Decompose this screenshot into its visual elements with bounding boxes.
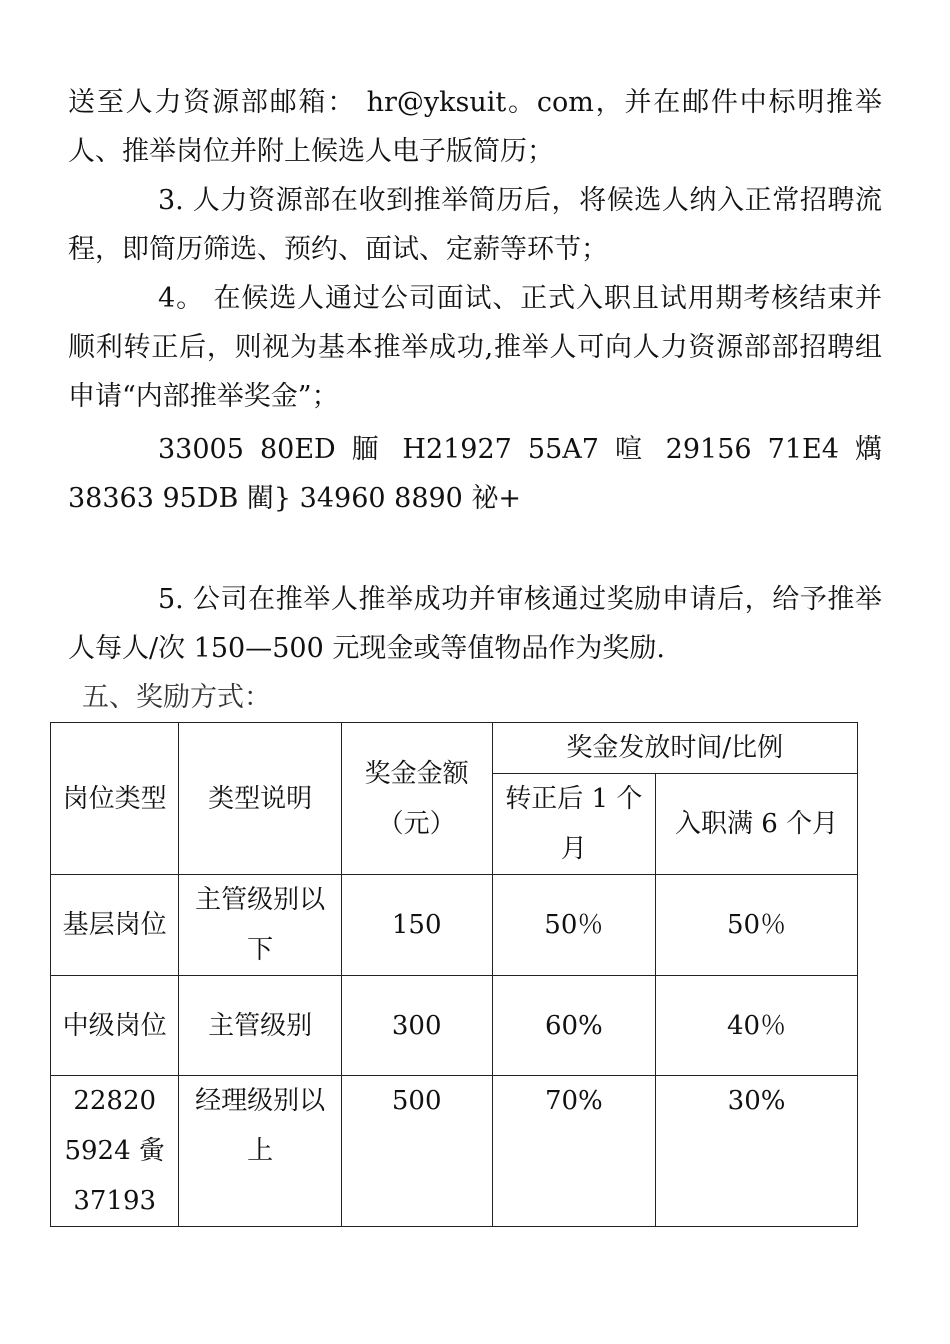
- cell-second-payout: 30%: [656, 1076, 858, 1227]
- cell-description: 经理级别以上: [179, 1076, 341, 1227]
- paragraph-garbled-code: 33005 80ED 腼 H21927 55A7 喧 29156 71E4 燤 38363 95DB 閵} 34960 8890 祕+: [68, 434, 882, 514]
- cell-position: 基层岗位: [51, 875, 179, 976]
- cell-amount: 500: [341, 1076, 492, 1227]
- header-position-type: 岗位类型: [51, 723, 179, 875]
- header-bonus-amount: 奖金金额（元）: [341, 723, 492, 875]
- table-row: [51, 1076, 858, 1227]
- table-row: [51, 976, 858, 1076]
- cell-amount: 150: [341, 875, 492, 976]
- header-after-six-months: 入职满 6 个月: [656, 774, 858, 875]
- paragraph-step-4: 4。 在候选人通过公司面试、正式入职且试用期考核结束并顺利转正后，则视为基本推举成功,推举人可向人力资源部部招聘组申请“内部推举奖金”；: [68, 283, 882, 412]
- reward-table: [50, 722, 858, 1227]
- header-payout-time-ratio: 奖金发放时间/比例: [492, 723, 857, 774]
- cell-position: 22820 5924 夤 37193: [51, 1076, 179, 1227]
- cell-first-payout: 50％: [492, 875, 656, 976]
- cell-amount: 300: [341, 976, 492, 1076]
- cell-first-payout: 70%: [492, 1076, 656, 1227]
- header-after-regularization: 转正后 1 个月: [492, 774, 656, 875]
- paragraph-email-submission: 送至人力资源部邮箱： hr@yksuit。com，并在邮件中标明推举人、推举岗位并附上候选人电子版简历；: [68, 87, 882, 167]
- paragraph-step-5: 5. 公司在推举人推举成功并审核通过奖励申请后，给予推举人每人/次 150—500 元现金或等值物品作为奖励.: [68, 584, 882, 664]
- table-header-row: [51, 723, 858, 774]
- paragraph-step-3: 3. 人力资源部在收到推举简历后，将候选人纳入正常招聘流程，即简历筛选、预约、面试、定薪等环节；: [68, 185, 882, 265]
- cell-second-payout: 40％: [656, 976, 858, 1076]
- section-heading-reward-method: 五、奖励方式：: [82, 682, 271, 713]
- header-type-description: 类型说明: [179, 723, 341, 875]
- table-row: [51, 875, 858, 976]
- cell-second-payout: 50％: [656, 875, 858, 976]
- cell-position: 中级岗位: [51, 976, 179, 1076]
- cell-first-payout: 60%: [492, 976, 656, 1076]
- cell-description: 主管级别以下: [179, 875, 341, 976]
- cell-description: 主管级别: [179, 976, 341, 1076]
